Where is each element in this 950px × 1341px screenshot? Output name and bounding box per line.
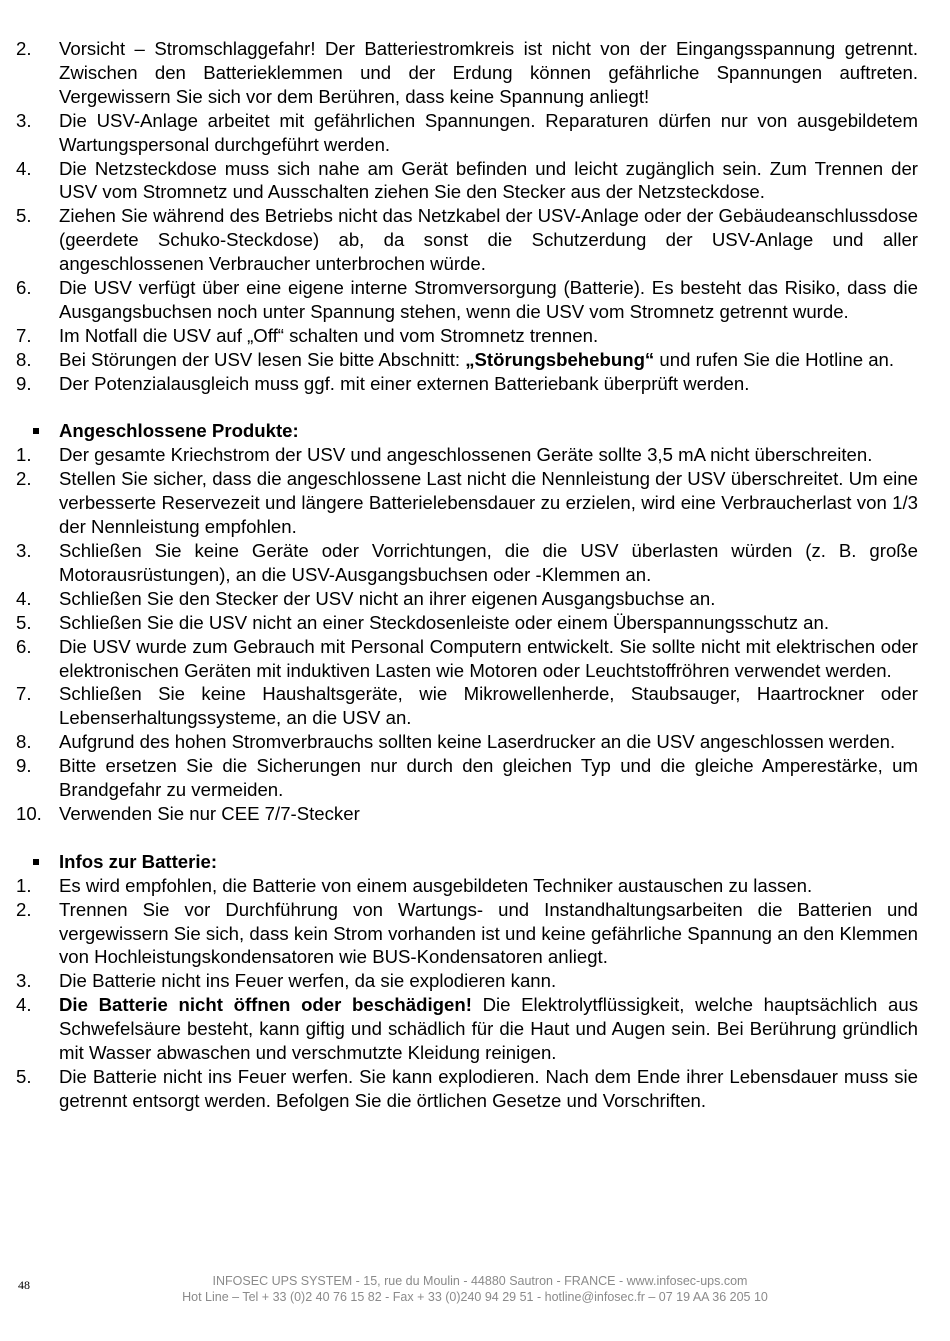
- item-number: 2.: [16, 468, 32, 490]
- spacer: [16, 826, 918, 850]
- item-text: Die USV-Anlage arbeitet mit gefährlichen Spannungen. Reparaturen dürfen nur von ausgebildetem Wartungspersonal durchgeführt werden.: [59, 109, 918, 155]
- item-text: Schließen Sie den Stecker der USV nicht an ihrer eigenen Ausgangsbuchse an.: [59, 587, 716, 609]
- item-text-post: und rufen Sie die Hotline an.: [654, 348, 895, 370]
- item-text: Schließen Sie die USV nicht an einer Steckdosenleiste oder einem Überspannungsschutz an.: [59, 611, 830, 633]
- list-item: [16, 372, 918, 396]
- item-number: 4.: [16, 994, 32, 1016]
- section-title: Infos zur Batterie:: [59, 850, 218, 872]
- item-number: 2.: [16, 38, 32, 59]
- item-text: Verwenden Sie nur CEE 7/7-Stecker: [59, 802, 360, 824]
- item-number: 3.: [16, 109, 32, 131]
- list-item: [16, 993, 918, 1065]
- page-number: 48: [18, 1278, 30, 1292]
- item-number: 2.: [16, 898, 32, 920]
- list-item: [16, 802, 918, 826]
- page-footer: [0, 1273, 950, 1305]
- section-heading: [16, 419, 918, 443]
- footer-address: INFOSEC UPS SYSTEM - 15, rue du Moulin - 44880 Sautron - FRANCE - www.infosec-ups.com: [212, 1274, 748, 1288]
- item-text: Die USV wurde zum Gebrauch mit Personal Computern entwickelt. Sie sollte nicht mit elektrischen oder elektronischen Geräten mit induktiven Lasten wie Motoren oder Leuchtstoffröhren verwendet werden.: [59, 635, 918, 681]
- square-bullet-icon: [16, 850, 59, 874]
- list-item: [16, 1065, 918, 1113]
- list-item: [16, 324, 918, 348]
- square-bullet-icon: [16, 419, 59, 443]
- item-number: 5.: [16, 611, 32, 633]
- item-number: 6.: [16, 277, 32, 299]
- item-number: 3.: [16, 970, 32, 992]
- item-text: Vorsicht – Stromschlaggefahr! Der Batteriestromkreis ist nicht von der Eingangsspannung getrennt. Zwischen den Batterieklemmen und der Erdung können gefährliche Spannungen auftreten. Vergewissern Sie sich vor dem Berühren, dass keine Spannung anliegt!: [59, 38, 918, 107]
- item-text: Bitte ersetzen Sie die Sicherungen nur durch den gleichen Typ und die gleiche Amperestärke, um Brandgefahr zu vermeiden.: [59, 755, 918, 801]
- item-text: Die USV verfügt über eine eigene interne Stromversorgung (Batterie). Es besteht das Risiko, dass die Ausgangsbuchsen noch unter Spannung stehen, wenn die USV vom Stromnetz getrennt wurde.: [59, 277, 918, 322]
- list-item: [16, 587, 918, 611]
- item-text: Aufgrund des hohen Stromverbrauchs sollten keine Laserdrucker an die USV angeschlossen werden.: [59, 731, 896, 753]
- item-number: 5.: [16, 205, 32, 227]
- document-body: [16, 37, 918, 1113]
- item-text: Trennen Sie vor Durchführung von Wartungs- und Instandhaltungsarbeiten die Batterien und vergewissern Sie sich, dass kein Strom vorhanden ist und keine gefährliche Spannung an den Klemmen von Hochleistungskondensatoren wie BUS-Kondensatoren anliegt.: [59, 898, 918, 968]
- item-text: Im Notfall die USV auf „Off“ schalten und vom Stromnetz trennen.: [59, 324, 599, 346]
- list-item: [16, 204, 918, 276]
- item-number: 10.: [16, 802, 42, 824]
- list-item: [16, 109, 918, 157]
- item-number: 8.: [16, 348, 32, 370]
- section-title: Angeschlossene Produkte:: [59, 420, 299, 442]
- list-item: [16, 539, 918, 587]
- item-number: 9.: [16, 372, 32, 394]
- list-item: [16, 611, 918, 635]
- item-number: 1.: [16, 874, 32, 896]
- list-item: [16, 157, 918, 205]
- section-heading: [16, 850, 918, 874]
- item-text: Die Netzsteckdose muss sich nahe am Gerät befinden und leicht zugänglich sein. Zum Trennen der USV vom Stromnetz und Ausschalten ziehen Sie den Stecker aus der Netzsteckdose.: [59, 157, 918, 203]
- list-item: [16, 276, 918, 324]
- list-item: [16, 443, 918, 467]
- list-item: [16, 874, 918, 898]
- footer-contact: Hot Line – Tel + 33 (0)2 40 76 15 82 - Fax + 33 (0)240 94 29 51 - hotline@infosec.fr – 07 19 AA 36 205 10: [182, 1290, 768, 1304]
- list-item: [16, 730, 918, 754]
- item-text: Die Batterie nicht ins Feuer werfen. Sie kann explodieren. Nach dem Ende ihrer Lebensdauer muss sie getrennt entsorgt werden. Befolgen Sie die örtlichen Gesetze und Vorschriften.: [59, 1065, 918, 1111]
- item-text: Der Potenzialausgleich muss ggf. mit einer externen Batteriebank überprüft werden.: [59, 372, 750, 394]
- item-text-bold: „Störungsbehebung“: [465, 348, 655, 370]
- list-item: [16, 467, 918, 539]
- item-text: Stellen Sie sicher, dass die angeschlossene Last nicht die Nennleistung der USV überschreitet. Um eine verbesserte Reservezeit und längere Batterielebensdauer zu erzielen, wird eine Verbraucherlast von 1/3 der Nennleistung empfohlen.: [59, 468, 918, 538]
- item-text: Schließen Sie keine Geräte oder Vorrichtungen, die die USV überlasten würden (z. B. große Motorausrüstungen), an die USV-Ausgangsbuchsen oder -Klemmen an.: [59, 540, 918, 585]
- list-item: [16, 37, 918, 109]
- item-number: 4.: [16, 157, 32, 179]
- spacer: [16, 396, 918, 420]
- item-text: Die Batterie nicht ins Feuer werfen, da sie explodieren kann.: [59, 970, 557, 992]
- item-text: Schließen Sie keine Haushaltsgeräte, wie Mikrowellenherde, Staubsauger, Haartrockner oder Lebenserhaltungssysteme, an die USV an.: [59, 683, 918, 729]
- item-number: 7.: [16, 324, 32, 346]
- list-item: [16, 969, 918, 993]
- item-text-post: Die Elektrolytflüssigkeit, welche hauptsächlich aus Schwefelsäure besteht, kann giftig und schädlich für die Haut und Augen sein. Bei Berührung gründlich mit Wasser abwaschen und verschmutzte Kleidung reinigen.: [59, 994, 919, 1064]
- item-text: Es wird empfohlen, die Batterie von einem ausgebildeten Techniker austauschen zu lassen.: [59, 874, 813, 896]
- item-number: 7.: [16, 683, 32, 705]
- item-text: [59, 993, 918, 1065]
- list-item: [16, 348, 918, 372]
- item-number: 9.: [16, 755, 32, 777]
- list-item: [16, 898, 918, 970]
- list-item: [16, 682, 918, 730]
- item-text: Der gesamte Kriechstrom der USV und angeschlossenen Geräte sollte 3,5 mA nicht überschreiten.: [59, 444, 873, 466]
- list-item: [16, 754, 918, 802]
- item-number: 5.: [16, 1065, 32, 1087]
- item-text-pre: Bei Störungen der USV lesen Sie bitte Abschnitt:: [59, 348, 466, 370]
- item-number: 1.: [16, 444, 32, 466]
- item-text: [59, 348, 918, 372]
- list-item: [16, 635, 918, 683]
- item-number: 4.: [16, 587, 32, 609]
- item-text-bold: Die Batterie nicht öffnen oder beschädigen!: [59, 994, 472, 1016]
- item-number: 3.: [16, 540, 32, 562]
- item-text: Ziehen Sie während des Betriebs nicht das Netzkabel der USV-Anlage oder der Gebäudeanschlussdose (geerdete Schuko-Steckdose) ab, da sonst die Schutzerdung der USV-Anlage und aller angeschlossenen Verbraucher unterbrochen würde.: [59, 205, 918, 275]
- item-number: 6.: [16, 635, 32, 657]
- item-number: 8.: [16, 731, 32, 753]
